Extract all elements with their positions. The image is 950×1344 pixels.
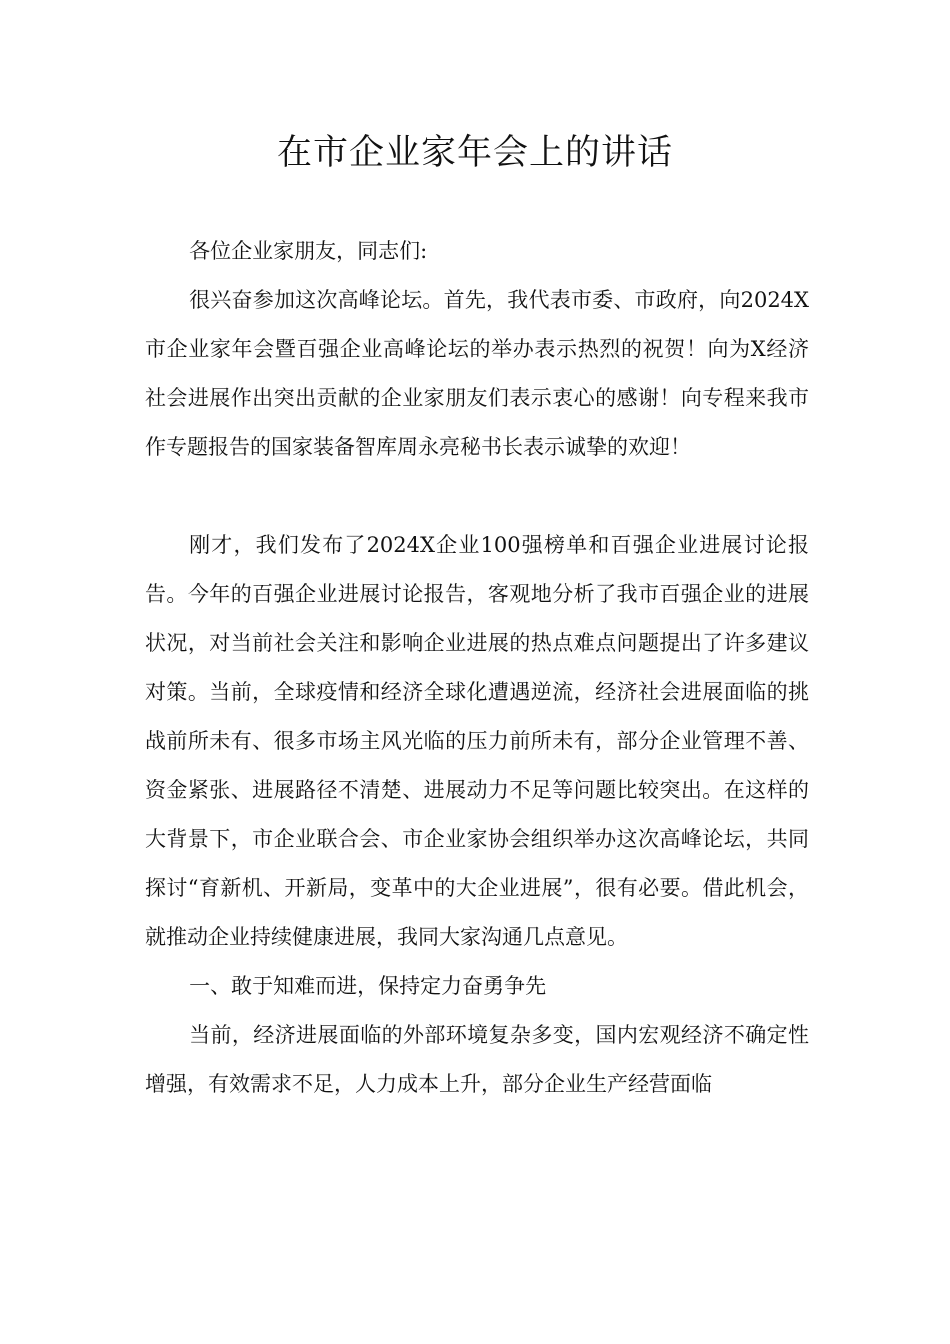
section-heading-one: 一、敢于知难而进，保持定力奋勇争先: [189, 974, 547, 998]
document-body: [145, 227, 809, 1109]
paragraph-gap: [145, 472, 809, 521]
document-title: 在市企业家年会上的讲话: [276, 133, 673, 173]
salutation: 各位企业家朋友，同志们:: [189, 239, 428, 263]
paragraph-section-one: 当前，经济进展面临的外部环境复杂多变，国内宏观经济不确定性增强，有效需求不足，人力成本上升，部分企业生产经营面临: [145, 1023, 809, 1096]
paragraph-opening: 很兴奋参加这次高峰论坛。首先，我代表市委、市政府，向2024X市企业家年会暨百强企业高峰论坛的举办表示热烈的祝贺！向为X经济社会进展作出突出贡献的企业家朋友们表示衷心的感谢！向专程来我市作专题报告的国家装备智库周永亮秘书长表示诚挚的欢迎！: [145, 288, 809, 459]
paragraph-report: 刚才，我们发布了2024X企业100强榜单和百强企业进展讨论报告。今年的百强企业进展讨论报告，客观地分析了我市百强企业的进展状况，对当前社会关注和影响企业进展的热点难点问题提出了许多建议对策。当前，全球疫情和经济全球化遭遇逆流，经济社会进展面临的挑战前所未有、很多市场主风光临的压力前所未有，部分企业管理不善、资金紧张、进展路径不清楚、进展动力不足等问题比较突出。在这样的大背景下，市企业联合会、市企业家协会组织举办这次高峰论坛，共同探讨“育新机、开新局，变革中的大企业进展”，很有必要。借此机会，就推动企业持续健康进展，我同大家沟通几点意见。: [145, 533, 809, 949]
